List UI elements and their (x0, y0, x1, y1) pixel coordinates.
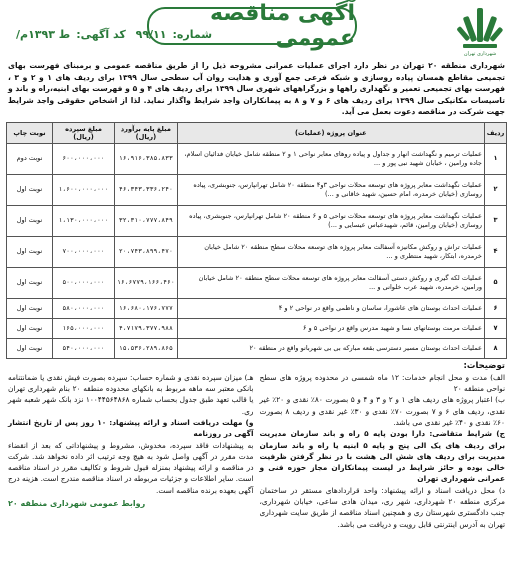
row-number: ۷ (485, 318, 507, 338)
row-deposit: ۵۰۰،۰۰۰،۰۰۰ (53, 267, 115, 298)
table-row (7, 174, 507, 205)
page-title: آگهی مناقصه عمومی (209, 1, 355, 51)
note-item: الف) مدت و محل انجام خدمات: ۱۲ ماه شمسی در محدوده پروژه های سطح نواحی منطقه ۲۰ (259, 372, 505, 394)
svg-text:شهرداری تهران: شهرداری تهران (463, 51, 497, 56)
row-base-amount: ۱۵،۵۳۶،۲۸۹،۸۶۵ (115, 338, 178, 358)
signature: روابط عمومی شهرداری منطقه ۲۰ (8, 499, 146, 509)
row-title: عملیات ترمیم و نگهداشت انهار و جداول و پیاده روهای معابر نواحی ۱ و ۲ منطقه شامل خیابان فدائیان اسلام، جاده ورامین ، خیابان شهید نبی پور و ... (177, 143, 484, 174)
row-base-amount: ۱۶،۹۱۶،۳۸۵،۸۳۳ (115, 143, 178, 174)
notes-title: توضیحات: (463, 360, 505, 371)
row-title: عملیات نگهداشت معابر پروژه های توسعه محلات نواحی ۳و۴ منطقه ۲۰ شامل تهرانپارس، جنوبشری، پیاده روسازی (خیابان خرمدره، امام حسین، شهید خاقانی و ...) (177, 174, 484, 205)
header (6, 1, 507, 60)
row-title: عملیات احداث بوستان های عاشورا، ساسان و ناظمی واقع در نواحی ۲ و ۴ (177, 298, 484, 318)
row-number: ۵ (485, 267, 507, 298)
note-item: هـ) میزان سپرده نقدی و شماره حساب: سپرده بصورت فیش نقدی یا ضمانتنامه بانکی معتبر سه ماهه مربوط به بانکهای محدوده منطقه ۲۰ بنام شهرداری تهران یا قالب تعهد طبق جدول بحساب شماره ۱۰۰۴۴۵۶۴۸۶۸ نزد بانک شهر شعبه شهر ری. (8, 372, 254, 416)
row-print: نوبت اول (7, 236, 53, 267)
row-print: نوبت اول (7, 267, 53, 298)
row-title: عملیات مرمت بوستانهای نسا و شهید مدرس واقع در نواحی ۵ و ۶ (177, 318, 484, 338)
col-header-deposit: مبلغ سپرده (ریال) (53, 122, 115, 143)
row-number: ۴ (485, 236, 507, 267)
row-title: عملیات احداث بوستان مسیر دسترسی بقعه مبارکه بی بی شهربانو واقع در منطقه ۲۰ (177, 338, 484, 358)
row-number: ۸ (485, 338, 507, 358)
row-print: نوبت اول (7, 174, 53, 205)
row-base-amount: ۱۶،۶۸۰،۱۷۶،۷۷۷ (115, 298, 178, 318)
notes-section (6, 359, 507, 530)
note-item: د) محل دریافت اسناد و ارائه پیشنهاد: واحد قراردادهای مستقر در ساختمان مرکزی منطقه ۲۰ شهرداری، شهر ری، میدان هادی ساعی، خیابان شهرداری، جنب دادگستری شهرستان ری و همچنین اسناد مناقصه از طریق سایت شهرداری تهران به آدرس اینترنتی قابل رویت و دریافت می باشد. (259, 485, 505, 529)
row-deposit: ۶۰۰،۰۰۰،۰۰۰ (53, 143, 115, 174)
table-row (7, 298, 507, 318)
table-header-row (7, 122, 507, 143)
row-print: نوبت دوم (7, 143, 53, 174)
row-deposit: ۵۴۰،۰۰۰،۰۰۰ (53, 338, 115, 358)
row-base-amount: ۲۰،۷۴۳،۸۹۹،۴۷۰ (115, 236, 178, 267)
row-print: نوبت اول (7, 298, 53, 318)
col-header-title: عنوان پروژه (عملیات) (177, 122, 484, 143)
row-deposit: ۵۸۰،۰۰۰،۰۰۰ (53, 298, 115, 318)
col-header-print: نوبت چاپ (7, 122, 53, 143)
code-label: کد آگهی: (76, 28, 126, 41)
note-item: و) مهلت دریافت اسناد و ارائه پیشنهاد: ۱۰ روز پس از تاریخ انتشار آگهی در روزنامه (8, 417, 254, 439)
tehran-municipality-logo (457, 6, 503, 56)
row-deposit: ۱۶۵،۰۰۰،۰۰۰ (53, 318, 115, 338)
projects-table (6, 122, 507, 359)
row-print: نوبت اول (7, 338, 53, 358)
row-number: ۱ (485, 143, 507, 174)
row-number: ۳ (485, 205, 507, 236)
table-row (7, 205, 507, 236)
table-row (7, 338, 507, 358)
row-number: ۲ (485, 174, 507, 205)
table-row (7, 143, 507, 174)
number-value: ۹۹/۱۱ (135, 28, 167, 41)
row-print: نوبت اول (7, 318, 53, 338)
row-deposit: ۷۰۰،۰۰۰،۰۰۰ (53, 236, 115, 267)
note-item: ب) اعتبار پروژه های ردیف های ۱ و ۲ و ۳ و ۴ و ۵ بصورت ۸۰٪ نقدی و ۲۰٪ غیر نقدی، ردیف های ۶ و ۷ بصورت ۷۰٪ نقدی و ۳۰٪ غیر نقدی و ردیف ۸ بصورت ۶۰٪ نقدی و ۴۰٪ غیر نقدی می باشد. (259, 395, 505, 427)
row-base-amount: ۱۶،۶۷۷۹،۱۶۶،۴۶۰ (115, 267, 178, 298)
row-base-amount: ۴،۷۱۷۹،۳۷۷،۹۸۸ (115, 318, 178, 338)
ad-meta (10, 28, 212, 41)
col-header-row-number: ردیف (485, 122, 507, 143)
col-header-base-amount: مبلغ پایه برآورد (ریال) (115, 122, 178, 143)
row-print: نوبت اول (7, 205, 53, 236)
row-title: عملیات لکه گیری و روکش دستی آسفالت معابر پروژه های توسعه محلات سطح منطقه ۲۰ شامل خیابان ورامین، خرمدره، شهید عرب خلوانی و ... (177, 267, 484, 298)
table-row (7, 267, 507, 298)
table-row (7, 318, 507, 338)
note-item: ج) شرایط متقاضی: دارا بودن پایه ۵ راه و باند سازمان مدیریت برای ردیف های یک الی پنج و پایه ۵ ابنیه یا راه و باند سازمان مدیریت برای ردیف های شش الی هشت با در نظر گرفتن ظرفیت خالی بوده و حائز شرایط در لیست پیمانکاران مجاز حوزه فنی و عمرانی شهرداری تهران (259, 429, 506, 484)
row-base-amount: ۳۲،۳۱۰،۷۷۷،۸۴۹ (115, 205, 178, 236)
note-item: به پیشنهادات فاقد سپرده، مخدوش، مشروط و پیشنهاداتی که بعد از انقضاء مدت مقرر در آگهی واصل شود به هیچ وجه ترتیب اثر داده نخواهد شد. شرکت در مناقصه و ارائه پیشنهاد بمنزله قبول شروط و تکالیف مقرر در اسناد مناقصه است. سایر اطلاعات و جزئیات مربوطه در اسناد مناقصه مندرج است. هزینه درج آگهی بعهده برنده مناقصه است. (8, 440, 254, 495)
row-base-amount: ۴۶،۳۴۳،۳۳۶،۲۴۰ (115, 174, 178, 205)
row-number: ۶ (485, 298, 507, 318)
code-value: ط ۱۳۹۳م/ (16, 28, 71, 41)
row-title: عملیات تراش و روکش مکانیزه آسفالت معابر پروژه های توسعه محلات سطح منطقه ۲۰ شامل خیابان خرمدره، ابتکار، شهید منتظری و ... (177, 236, 484, 267)
number-label: شماره: (172, 28, 213, 41)
row-title: عملیات نگهداشت معابر پروژه های توسعه محلات نواحی ۵ و ۶ منطقه ۲۰ شامل تهرانپارس، جنوبشری، پیاده روسازی (خیابان ورامین، قائم، شهیدعباس عیسایی و ...) (177, 205, 484, 236)
intro-paragraph: شهرداری منطقه ۲۰ تهران در نظر دارد اجرای عملیات عمرانی مشروحه ذیل را از طریق مناقصه عمومی و برمبنای فهرست بهای تجمیعی مقاطع همسان پیاده روسازی و شبکه فرعی جمع آوری و هدایت روان آب سطحی سال ۱۳۹۹ برای ردیف های ۱ و ۲ و ۳ ، فهرست بهای تجمیعی تعمیر و نگهداری راهها و بزرگراههای شهری سال ۱۳۹۹ برای ردیف های ۴ و ۵ و فهرست بهای ابنیه،راه و باند و تاسیسات مکانیکی سال ۱۳۹۹ برای ردیف های ۶ و ۷ و ۸ به پیمانکاران واجد شرایط واگذار نماید. لذا از اشخاص حقوقی واجد شرایط جهت شرکت در مناقصه دعوت بعمل می آید. (8, 61, 506, 116)
table-row (7, 236, 507, 267)
row-deposit: ۱،۱۳۰،۰۰۰،۰۰۰ (53, 205, 115, 236)
row-deposit: ۱،۶۰۰،۰۰۰،۰۰۰ (53, 174, 115, 205)
notes-column-right (260, 372, 506, 530)
notes-column-left (8, 372, 254, 530)
